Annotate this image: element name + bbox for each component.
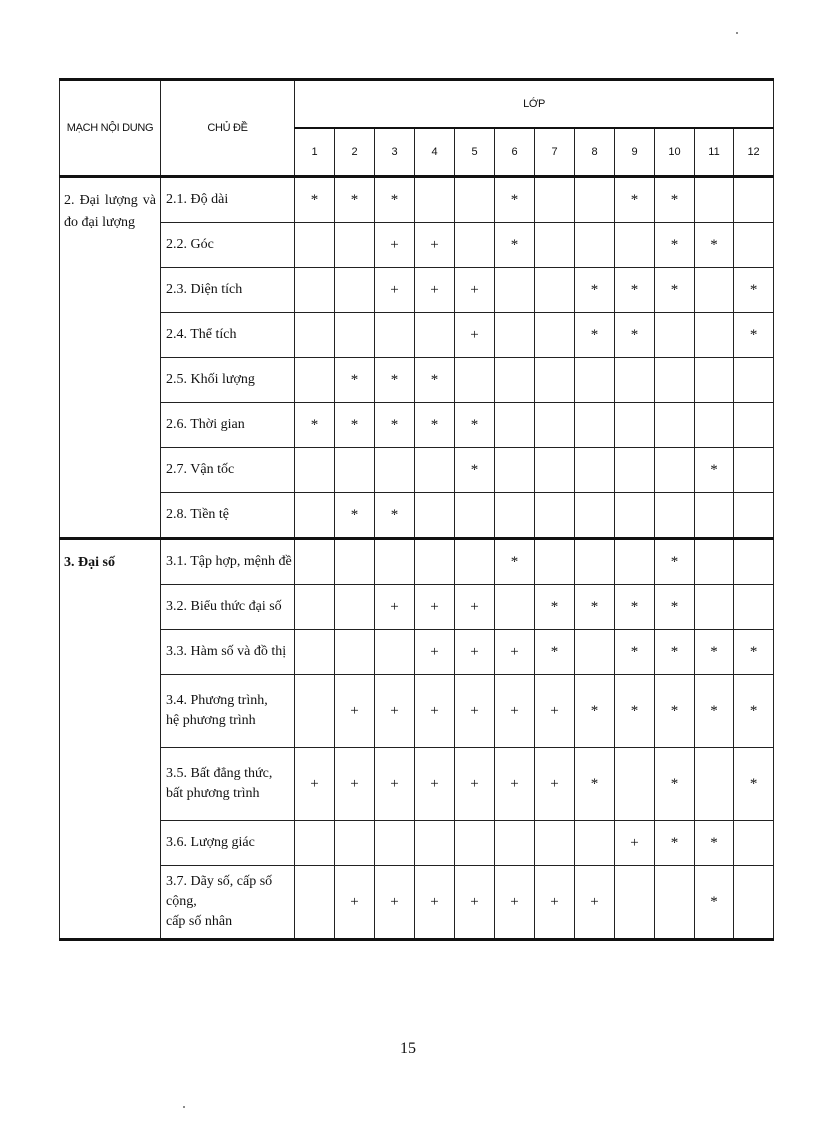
topic-cell (161, 675, 295, 748)
grade-mark-cell (495, 448, 535, 493)
grade-mark-cell (615, 748, 655, 821)
grade-mark-cell: * (615, 675, 655, 748)
grade-mark-cell (695, 539, 734, 585)
grade-mark-cell: + (495, 630, 535, 675)
table-body (60, 177, 774, 940)
grade-mark-cell: * (335, 358, 375, 403)
grade-mark-cell (734, 223, 774, 268)
topic-label: 2.1. Độ dài (166, 192, 229, 207)
grade-mark-cell: + (415, 866, 455, 940)
grade-number: 8 (575, 128, 615, 177)
grade-mark-cell (335, 630, 375, 675)
grade-mark-cell: + (455, 313, 495, 358)
topic-cell (161, 313, 295, 358)
grade-mark-cell: * (615, 313, 655, 358)
grade-mark-cell (695, 268, 734, 313)
topic-label: 2.5. Khối lượng (166, 372, 255, 387)
grade-mark-cell (535, 223, 575, 268)
grade-mark-cell (455, 177, 495, 223)
grade-mark-cell (734, 403, 774, 448)
grade-mark-cell (495, 313, 535, 358)
grade-mark-cell (655, 866, 695, 940)
grade-mark-cell (415, 313, 455, 358)
topic-cell (161, 223, 295, 268)
grade-mark-cell (295, 539, 335, 585)
grade-mark-cell (535, 177, 575, 223)
grade-mark-cell (734, 821, 774, 866)
grade-mark-cell: * (335, 403, 375, 448)
grade-mark-cell: * (615, 268, 655, 313)
topic-label: 3.2. Biểu thức đại số (166, 599, 282, 614)
grade-mark-cell: * (575, 748, 615, 821)
topic-label: 3.4. Phương trình, hệ phương trình (166, 693, 268, 728)
topic-cell (161, 403, 295, 448)
grade-mark-cell (575, 630, 615, 675)
grade-mark-cell (295, 358, 335, 403)
grade-mark-cell (455, 493, 495, 539)
grade-mark-cell: * (695, 866, 734, 940)
topic-label: 2.2. Góc (166, 237, 214, 252)
grade-mark-cell: * (455, 403, 495, 448)
grade-mark-cell (335, 585, 375, 630)
topic-label: 3.6. Lượng giác (166, 835, 255, 850)
grade-mark-cell (335, 821, 375, 866)
grade-mark-cell: * (655, 585, 695, 630)
table-row (60, 748, 774, 821)
grade-mark-cell: * (495, 223, 535, 268)
grade-mark-cell: + (535, 748, 575, 821)
strand-column-header: MẠCH NỘI DUNG (60, 80, 161, 177)
table-row (60, 821, 774, 866)
grade-mark-cell: + (375, 675, 415, 748)
grade-mark-cell: * (655, 630, 695, 675)
scan-speck (183, 1106, 185, 1108)
grade-mark-cell (535, 821, 575, 866)
grade-mark-cell (734, 539, 774, 585)
grade-number: 9 (615, 128, 655, 177)
grade-mark-cell: * (734, 748, 774, 821)
topic-cell (161, 866, 295, 940)
topic-label: 3.7. Dãy số, cấp số cộng, cấp số nhân (166, 874, 273, 929)
topic-column-header: CHỦ ĐỀ (161, 80, 295, 177)
grade-mark-cell: * (734, 675, 774, 748)
grade-mark-cell (655, 448, 695, 493)
grade-mark-cell: * (734, 268, 774, 313)
grade-mark-cell: + (375, 748, 415, 821)
grade-mark-cell: * (535, 630, 575, 675)
grade-mark-cell (535, 313, 575, 358)
grade-mark-cell: * (695, 630, 734, 675)
table-row (60, 358, 774, 403)
grade-mark-cell: + (495, 866, 535, 940)
topic-label: 2.7. Vận tốc (166, 462, 235, 477)
grade-mark-cell: + (455, 748, 495, 821)
grade-mark-cell: * (655, 539, 695, 585)
grade-mark-cell (655, 313, 695, 358)
grade-mark-cell: + (335, 675, 375, 748)
grade-mark-cell (495, 403, 535, 448)
grade-mark-cell (734, 177, 774, 223)
grade-mark-cell (575, 493, 615, 539)
grade-mark-cell: + (455, 866, 495, 940)
grade-mark-cell: + (455, 268, 495, 313)
grade-mark-cell (695, 358, 734, 403)
grade-mark-cell: * (335, 493, 375, 539)
grade-mark-cell: * (655, 223, 695, 268)
grade-mark-cell (615, 866, 655, 940)
grade-mark-cell (295, 675, 335, 748)
grade-mark-cell: + (615, 821, 655, 866)
grade-mark-cell: * (335, 177, 375, 223)
topic-cell (161, 177, 295, 223)
table-row (60, 313, 774, 358)
grade-mark-cell: * (695, 821, 734, 866)
strand-cell (60, 539, 161, 940)
table-row (60, 493, 774, 539)
grade-mark-cell: * (734, 630, 774, 675)
grade-mark-cell: * (415, 358, 455, 403)
grade-mark-cell (575, 403, 615, 448)
grade-mark-cell: + (375, 223, 415, 268)
table-row (60, 223, 774, 268)
grade-mark-cell: + (375, 585, 415, 630)
grade-mark-cell (495, 268, 535, 313)
grade-mark-cell: + (415, 748, 455, 821)
grade-number: 11 (695, 128, 734, 177)
grade-mark-cell: * (655, 177, 695, 223)
grade-mark-cell (415, 539, 455, 585)
grade-mark-cell (415, 493, 455, 539)
grade-mark-cell: * (375, 493, 415, 539)
grade-mark-cell: * (695, 223, 734, 268)
curriculum-table (59, 78, 774, 941)
grade-mark-cell (695, 403, 734, 448)
grade-mark-cell: * (535, 585, 575, 630)
grade-mark-cell (295, 268, 335, 313)
grade-mark-cell (335, 539, 375, 585)
grade-mark-cell: * (415, 403, 455, 448)
grade-mark-cell: * (575, 675, 615, 748)
grade-mark-cell (335, 268, 375, 313)
grade-mark-cell (495, 821, 535, 866)
topic-label: 2.4. Thể tích (166, 327, 237, 342)
grade-mark-cell (695, 748, 734, 821)
topic-label: 2.3. Diện tích (166, 282, 243, 297)
topic-cell (161, 358, 295, 403)
grade-mark-cell: + (335, 866, 375, 940)
topic-label: 3.3. Hàm số và đồ thị (166, 644, 287, 659)
grade-mark-cell (575, 539, 615, 585)
grade-mark-cell (375, 821, 415, 866)
grade-mark-cell: * (734, 313, 774, 358)
grade-mark-cell: * (495, 539, 535, 585)
grade-number: 4 (415, 128, 455, 177)
grade-number: 1 (295, 128, 335, 177)
grade-mark-cell (455, 821, 495, 866)
grade-mark-cell (695, 177, 734, 223)
scan-speck (736, 32, 738, 34)
strand-label: 3. Đại số (64, 555, 115, 570)
topic-cell (161, 268, 295, 313)
grade-mark-cell (495, 493, 535, 539)
grade-mark-cell (655, 358, 695, 403)
grade-mark-cell: * (295, 403, 335, 448)
grade-mark-cell (375, 448, 415, 493)
grade-mark-cell: + (455, 630, 495, 675)
grade-mark-cell (535, 448, 575, 493)
grade-mark-cell: + (415, 675, 455, 748)
grade-mark-cell: + (375, 866, 415, 940)
grade-mark-cell (734, 493, 774, 539)
grade-mark-cell: * (615, 630, 655, 675)
grade-mark-cell (295, 223, 335, 268)
table-row (60, 448, 774, 493)
grade-number: 12 (734, 128, 774, 177)
grade-mark-cell (535, 403, 575, 448)
topic-cell (161, 493, 295, 539)
grade-mark-cell (495, 358, 535, 403)
strand-cell (60, 177, 161, 539)
grade-mark-cell: + (495, 748, 535, 821)
grade-mark-cell (415, 448, 455, 493)
topic-cell (161, 748, 295, 821)
topic-label: 2.8. Tiền tệ (166, 507, 230, 522)
grade-mark-cell: * (615, 585, 655, 630)
grade-mark-cell: + (535, 675, 575, 748)
grade-mark-cell (375, 313, 415, 358)
grade-mark-cell (615, 358, 655, 403)
grade-mark-cell (295, 493, 335, 539)
grade-mark-cell (495, 585, 535, 630)
grade-mark-cell (455, 223, 495, 268)
grade-mark-cell: + (415, 630, 455, 675)
topic-cell (161, 821, 295, 866)
grade-mark-cell: * (575, 268, 615, 313)
grade-mark-cell: + (295, 748, 335, 821)
grade-column-header: LỚP (295, 80, 774, 129)
grade-number: 7 (535, 128, 575, 177)
grade-mark-cell (455, 539, 495, 585)
topic-cell (161, 630, 295, 675)
grade-mark-cell: * (575, 313, 615, 358)
topic-label: 2.6. Thời gian (166, 417, 245, 432)
table-row (60, 675, 774, 748)
grade-mark-cell: + (575, 866, 615, 940)
table-row (60, 866, 774, 940)
topic-label: 3.1. Tập hợp, mệnh đề (166, 554, 292, 569)
grade-number: 6 (495, 128, 535, 177)
grade-mark-cell (295, 448, 335, 493)
grade-mark-cell (655, 403, 695, 448)
table-header (60, 80, 774, 177)
grade-number: 5 (455, 128, 495, 177)
grade-mark-cell (615, 493, 655, 539)
grade-mark-cell: * (495, 177, 535, 223)
grade-mark-cell (734, 358, 774, 403)
grade-mark-cell (535, 493, 575, 539)
grade-mark-cell (295, 313, 335, 358)
table-row (60, 403, 774, 448)
grade-mark-cell (295, 630, 335, 675)
grade-mark-cell (655, 493, 695, 539)
grade-number: 10 (655, 128, 695, 177)
grade-mark-cell: + (455, 675, 495, 748)
page-number: 15 (400, 1040, 416, 1057)
grade-mark-cell (535, 358, 575, 403)
grade-mark-cell: * (695, 448, 734, 493)
grade-number: 3 (375, 128, 415, 177)
grade-mark-cell (615, 448, 655, 493)
strand-label: 2. Đại lượng và đo đại lượng (64, 193, 156, 230)
grade-mark-cell: + (495, 675, 535, 748)
grade-mark-cell: + (415, 268, 455, 313)
grade-mark-cell (695, 313, 734, 358)
table-row (60, 585, 774, 630)
grade-mark-cell (295, 585, 335, 630)
grade-mark-cell (575, 177, 615, 223)
grade-mark-cell (734, 448, 774, 493)
grade-mark-cell (295, 866, 335, 940)
grade-mark-cell (575, 223, 615, 268)
grade-number: 2 (335, 128, 375, 177)
topic-cell (161, 539, 295, 585)
grade-mark-cell (615, 539, 655, 585)
grade-mark-cell: * (655, 748, 695, 821)
grade-mark-cell: * (695, 675, 734, 748)
grade-mark-cell: * (575, 585, 615, 630)
grade-mark-cell: * (375, 403, 415, 448)
grade-mark-cell (415, 821, 455, 866)
grade-mark-cell: + (535, 866, 575, 940)
grade-mark-cell (335, 313, 375, 358)
grade-mark-cell (375, 539, 415, 585)
topic-cell (161, 448, 295, 493)
grade-mark-cell: + (335, 748, 375, 821)
table-row (60, 177, 774, 223)
grade-mark-cell (695, 493, 734, 539)
grade-mark-cell: * (655, 821, 695, 866)
topic-label: 3.5. Bất đẳng thức, bất phương trình (166, 766, 273, 801)
grade-mark-cell: + (415, 585, 455, 630)
topic-cell (161, 585, 295, 630)
grade-mark-cell: * (295, 177, 335, 223)
grade-mark-cell: + (375, 268, 415, 313)
grade-mark-cell (575, 821, 615, 866)
grade-mark-cell (575, 448, 615, 493)
grade-mark-cell (415, 177, 455, 223)
grade-mark-cell: * (615, 177, 655, 223)
grade-mark-cell (734, 585, 774, 630)
table-row (60, 630, 774, 675)
grade-mark-cell (734, 866, 774, 940)
grade-mark-cell (695, 585, 734, 630)
grade-mark-cell (615, 403, 655, 448)
grade-mark-cell (575, 358, 615, 403)
grade-mark-cell (535, 268, 575, 313)
grade-mark-cell (615, 223, 655, 268)
table-row (60, 539, 774, 585)
grade-mark-cell (335, 448, 375, 493)
grade-mark-cell (455, 358, 495, 403)
grade-mark-cell: + (455, 585, 495, 630)
grade-mark-cell (335, 223, 375, 268)
grade-mark-cell: + (415, 223, 455, 268)
grade-mark-cell: * (375, 177, 415, 223)
grade-mark-cell (375, 630, 415, 675)
table-row (60, 268, 774, 313)
grade-mark-cell (295, 821, 335, 866)
grade-mark-cell (535, 539, 575, 585)
grade-mark-cell: * (655, 268, 695, 313)
grade-mark-cell: * (455, 448, 495, 493)
grade-mark-cell: * (375, 358, 415, 403)
grade-mark-cell: * (655, 675, 695, 748)
